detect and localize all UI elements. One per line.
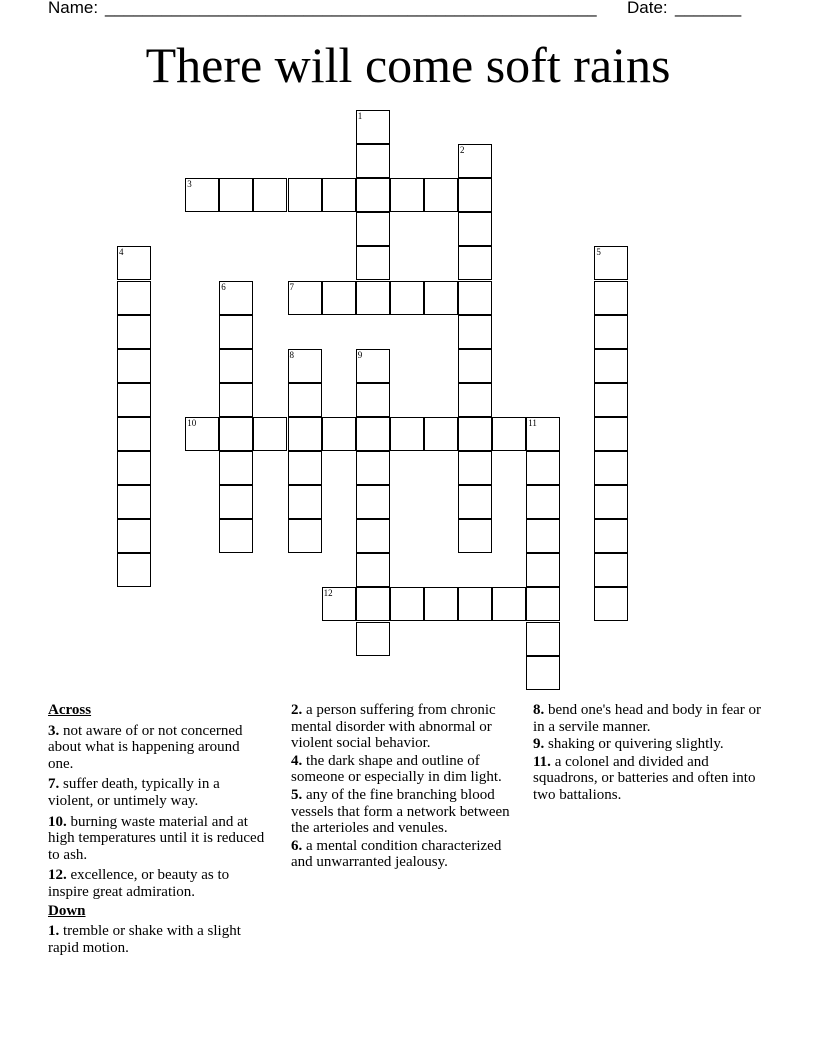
grid-cell[interactable]	[594, 553, 628, 587]
grid-cell[interactable]	[356, 485, 390, 519]
grid-cell[interactable]	[117, 417, 151, 451]
grid-cell[interactable]	[219, 451, 253, 485]
grid-cell[interactable]	[219, 383, 253, 417]
grid-cell[interactable]	[594, 383, 628, 417]
grid-cell[interactable]	[390, 281, 424, 315]
cell-number: 11	[528, 417, 537, 428]
cell-number: 8	[289, 349, 294, 360]
clue-across-3: 3. not aware of or not concerned about what is happening around one.	[48, 722, 243, 772]
grid-cell[interactable]	[288, 519, 322, 553]
clue-across-7: 7. suffer death, typically in a violent, or untimely way.	[48, 776, 220, 809]
cell-number: 6	[221, 281, 226, 292]
grid-cell[interactable]	[594, 281, 628, 315]
grid-cell[interactable]	[390, 587, 424, 621]
grid-cell[interactable]	[117, 315, 151, 349]
grid-cell[interactable]	[288, 349, 322, 383]
clue-down-9: 9. shaking or quivering slightly.	[533, 736, 724, 753]
grid-cell[interactable]	[322, 178, 356, 212]
cell-number: 7	[289, 281, 294, 292]
clues-column-1	[48, 702, 268, 960]
clue-down-11: 11. a colonel and divided and squadrons, or batteries and often into two battalions.	[533, 753, 756, 803]
cell-number: 2	[460, 145, 465, 156]
grid-cell[interactable]	[526, 622, 560, 656]
grid-cell[interactable]	[424, 417, 458, 451]
cell-number: 12	[323, 588, 333, 599]
grid-cell[interactable]	[594, 315, 628, 349]
grid-cell[interactable]	[526, 485, 560, 519]
grid-cell[interactable]	[117, 485, 151, 519]
grid-cell[interactable]	[117, 451, 151, 485]
grid-cell[interactable]	[594, 417, 628, 451]
grid-cell[interactable]	[492, 587, 526, 621]
grid-cell[interactable]	[594, 485, 628, 519]
grid-cell[interactable]	[458, 281, 492, 315]
grid-cell[interactable]	[458, 212, 492, 246]
grid-cell[interactable]	[458, 587, 492, 621]
clue-down-5: 5. any of the fine branching blood vessels that form a network between the arterioles and venules.	[291, 786, 510, 837]
clues-column-3	[533, 702, 763, 805]
grid-cell[interactable]	[356, 110, 390, 144]
grid-cell[interactable]	[253, 417, 287, 451]
clue-down-2: 2. a person suffering from chronic mental disorder with abnormal or violent social behavior.	[291, 702, 496, 752]
clue-down-6: 6. a mental condition characterized and unwarranted jealousy.	[291, 837, 502, 871]
grid-cell[interactable]	[458, 349, 492, 383]
puzzle-title: There will come soft rains	[145, 37, 671, 93]
date-field[interactable]: _______	[675, 0, 742, 17]
cell-number: 1	[357, 111, 363, 121]
cell-number: 5	[596, 247, 601, 258]
across-heading: Across	[48, 702, 92, 718]
grid-cell[interactable]	[185, 178, 219, 212]
grid-cell[interactable]	[356, 178, 390, 212]
grid-cell[interactable]	[219, 417, 253, 451]
grid-cell[interactable]	[322, 417, 356, 451]
grid-cell[interactable]	[117, 349, 151, 383]
grid-cell[interactable]	[458, 451, 492, 485]
grid-cell[interactable]	[356, 246, 390, 280]
grid-cell[interactable]	[594, 451, 628, 485]
grid-cell[interactable]	[253, 178, 287, 212]
grid-cell[interactable]	[356, 383, 390, 417]
clue-down-8: 8. bend one's head and body in fear or in a servile manner.	[533, 702, 762, 735]
grid-cell[interactable]	[356, 553, 390, 587]
date-label: Date:	[627, 0, 668, 17]
grid-cell[interactable]	[526, 587, 560, 621]
grid-cell[interactable]	[526, 451, 560, 485]
grid-cell[interactable]	[288, 485, 322, 519]
grid-cell[interactable]	[492, 417, 526, 451]
grid-cell[interactable]	[219, 519, 253, 553]
grid-cell[interactable]	[219, 315, 253, 349]
grid-cell[interactable]	[458, 246, 492, 280]
grid-cell[interactable]	[594, 349, 628, 383]
grid-cell[interactable]	[117, 246, 151, 280]
grid-cell[interactable]	[458, 144, 492, 178]
grid-cell[interactable]	[219, 178, 253, 212]
grid-cell[interactable]	[288, 178, 322, 212]
grid-cell[interactable]	[356, 349, 390, 383]
grid-cell[interactable]	[356, 622, 390, 656]
cell-number: 3	[187, 179, 192, 190]
cell-number: 10	[187, 417, 197, 428]
grid-cell[interactable]	[356, 519, 390, 553]
name-field[interactable]: ____________________________________________________	[105, 0, 597, 17]
grid-cell[interactable]	[356, 451, 390, 485]
grid-cell[interactable]	[594, 587, 628, 621]
grid-cell[interactable]	[288, 383, 322, 417]
grid-cell[interactable]	[288, 281, 322, 315]
grid-cell[interactable]	[117, 281, 151, 315]
grid-cell[interactable]	[219, 349, 253, 383]
grid-cell[interactable]	[526, 656, 560, 690]
cell-number: 4	[119, 247, 124, 258]
grid-cell[interactable]	[117, 553, 151, 587]
grid-cell[interactable]	[458, 417, 492, 451]
grid-cell[interactable]	[219, 281, 253, 315]
grid-cell[interactable]	[356, 587, 390, 621]
grid-cell[interactable]	[526, 417, 560, 451]
grid-cell[interactable]	[594, 246, 628, 280]
clue-across-12: 12. excellence, or beauty as to inspire great admiration.	[48, 867, 230, 900]
grid-cell[interactable]	[390, 417, 424, 451]
grid-cell[interactable]	[458, 519, 492, 553]
grid-cell[interactable]	[424, 281, 458, 315]
grid-cell[interactable]	[458, 485, 492, 519]
grid-cell[interactable]	[117, 383, 151, 417]
grid-cell[interactable]	[458, 315, 492, 349]
grid-cell[interactable]	[424, 178, 458, 212]
cell-number: 9	[357, 349, 363, 360]
clue-across-10: 10. burning waste material and at high temperatures until it is reduced to ash.	[48, 813, 265, 863]
grid-cell[interactable]	[356, 417, 390, 451]
grid-cell[interactable]	[288, 451, 322, 485]
clues-column-2	[291, 702, 523, 872]
grid-cell[interactable]	[356, 281, 390, 315]
grid-cell[interactable]	[219, 485, 253, 519]
grid-cell[interactable]	[185, 417, 219, 451]
clue-down-1: 1. tremble or shake with a slight rapid motion.	[48, 923, 241, 956]
grid-cell[interactable]	[322, 587, 356, 621]
grid-cell[interactable]	[356, 212, 390, 246]
grid-cell[interactable]	[526, 553, 560, 587]
grid-cell[interactable]	[526, 519, 560, 553]
grid-cell[interactable]	[322, 281, 356, 315]
grid-cell[interactable]	[458, 178, 492, 212]
grid-cell[interactable]	[594, 519, 628, 553]
clue-down-4: 4. the dark shape and outline of someone or especially in dim light.	[291, 752, 502, 786]
grid-cell[interactable]	[390, 178, 424, 212]
grid-cell[interactable]	[458, 383, 492, 417]
down-heading: Down	[48, 902, 86, 919]
grid-cell[interactable]	[356, 144, 390, 178]
grid-cell[interactable]	[288, 417, 322, 451]
name-label: Name:	[48, 0, 99, 17]
grid-cell[interactable]	[117, 519, 151, 553]
grid-cell[interactable]	[424, 587, 458, 621]
